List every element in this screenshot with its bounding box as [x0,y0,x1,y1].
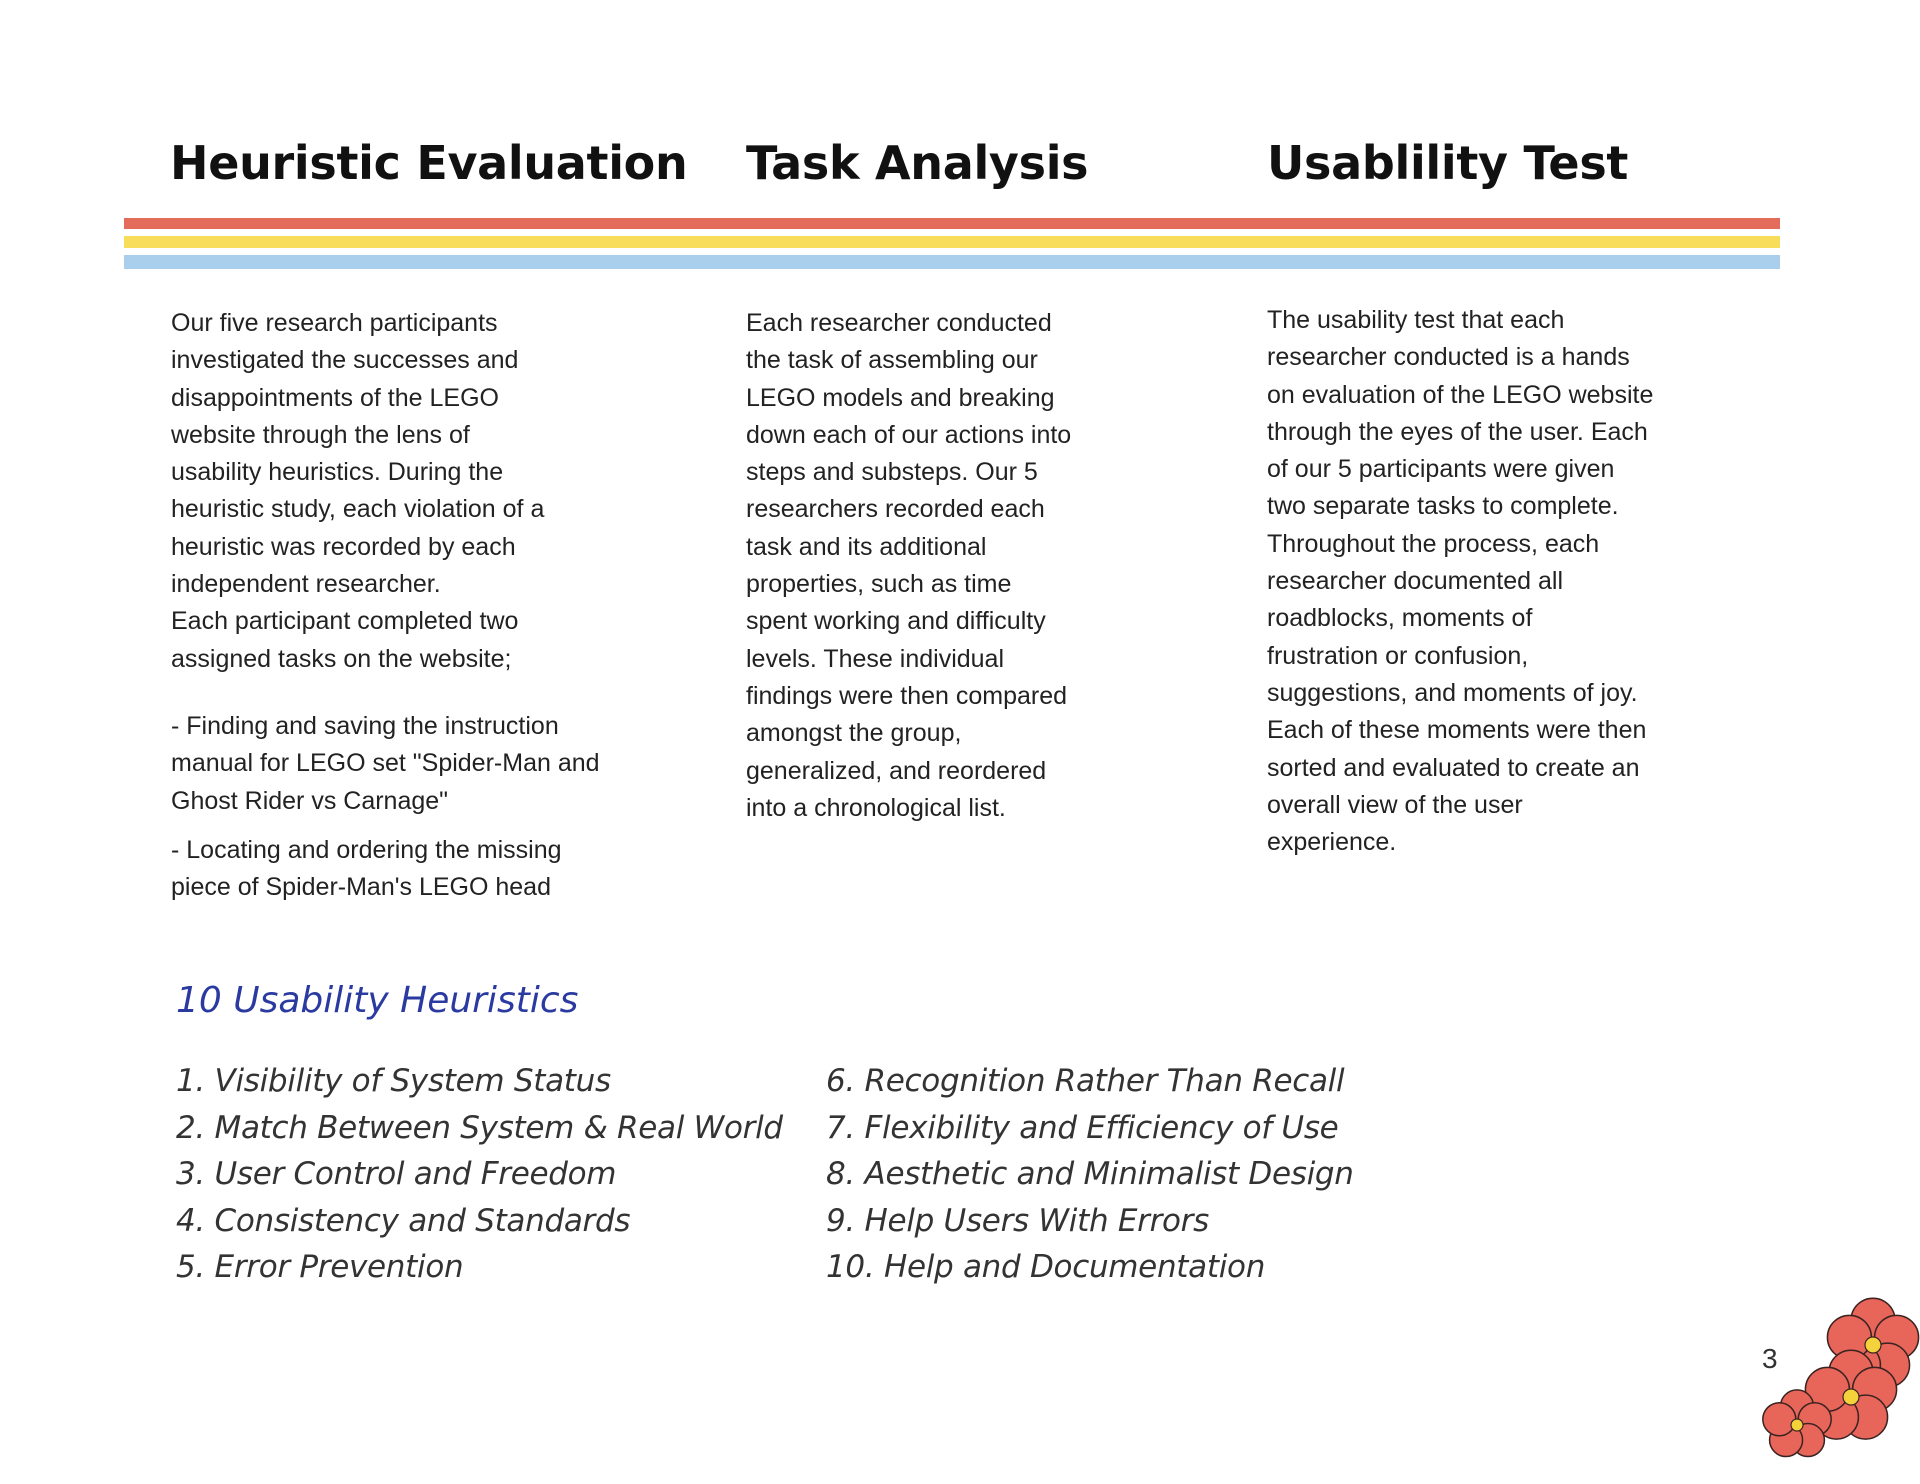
heuristic-item: 6. Recognition Rather Than Recall [826,1063,1345,1099]
page-number: 3 [1762,1343,1778,1374]
red-flowers-icon [1755,1285,1920,1465]
heuristic-item: 4. Consistency and Standards [176,1202,631,1239]
heuristics-list-left [176,1058,783,1291]
heuristic-item: 9. Help Users With Errors [826,1202,1209,1239]
usability-test-text [1267,302,1787,861]
heuristic-evaluation-heading: Heuristic Evaluation [170,136,688,190]
heuristic-item: 8. Aesthetic and Minimalist Design [826,1156,1354,1192]
heuristic-item: 2. Match Between System & Real World [176,1109,783,1146]
heuristics-list-title: 10 Usability Heuristics [176,980,579,1021]
task-analysis-text [746,305,1266,827]
heuristic-paragraph: Our five research participants investigated the successes and disappointments of the LEGO website through the lens of usability heuristics. During the heuristic study, each violation of a heuristic was recorded by each independent researcher. Each participant completed two assigned tasks on the website; [171,309,545,673]
task-bullet-1: - Finding and saving the instruction manual for LEGO set "Spider-Man and Ghost Rider vs Carnage" [171,711,600,815]
task-analysis-heading: Task Analysis [746,136,1089,190]
heuristic-item: 5. Error Prevention [176,1249,464,1285]
stripe-blue [124,255,1780,269]
heuristic-evaluation-text [171,305,711,906]
stripe-red [124,218,1780,229]
heuristic-item: 10. Help and Documentation [826,1249,1266,1285]
heuristic-item: 1. Visibility of System Status [176,1063,611,1099]
task-bullet-2: - Locating and ordering the missing piece of Spider-Man's LEGO head [171,835,562,902]
task-analysis-paragraph: Each researcher conducted the task of assembling our LEGO models and breaking down each of our actions into steps and substeps. Our 5 researchers recorded each task and its additional properties, such as time spent working and difficulty levels. These individual findings were then compared amongst the group, generalized, and reordered into a chronological list. [746,309,1072,822]
usability-test-heading: Usablility Test [1267,136,1629,190]
heuristics-list-right [826,1058,1354,1291]
usability-test-paragraph: The usability test that each researcher conducted is a hands on evaluation of the LEGO website through the eyes of the user. Each of our 5 participants were given two separate tasks to complete. Throughout the process, each researcher documented all roadblocks, moments of frustration or confusion, suggestions, and moments of joy. Each of these moments were then sorted and evaluated to create an overall view of the user experience. [1267,306,1654,857]
heuristic-item: 7. Flexibility and Efficiency of Use [826,1109,1339,1146]
heuristic-item: 3. User Control and Freedom [176,1156,617,1192]
stripe-yellow [124,236,1780,248]
